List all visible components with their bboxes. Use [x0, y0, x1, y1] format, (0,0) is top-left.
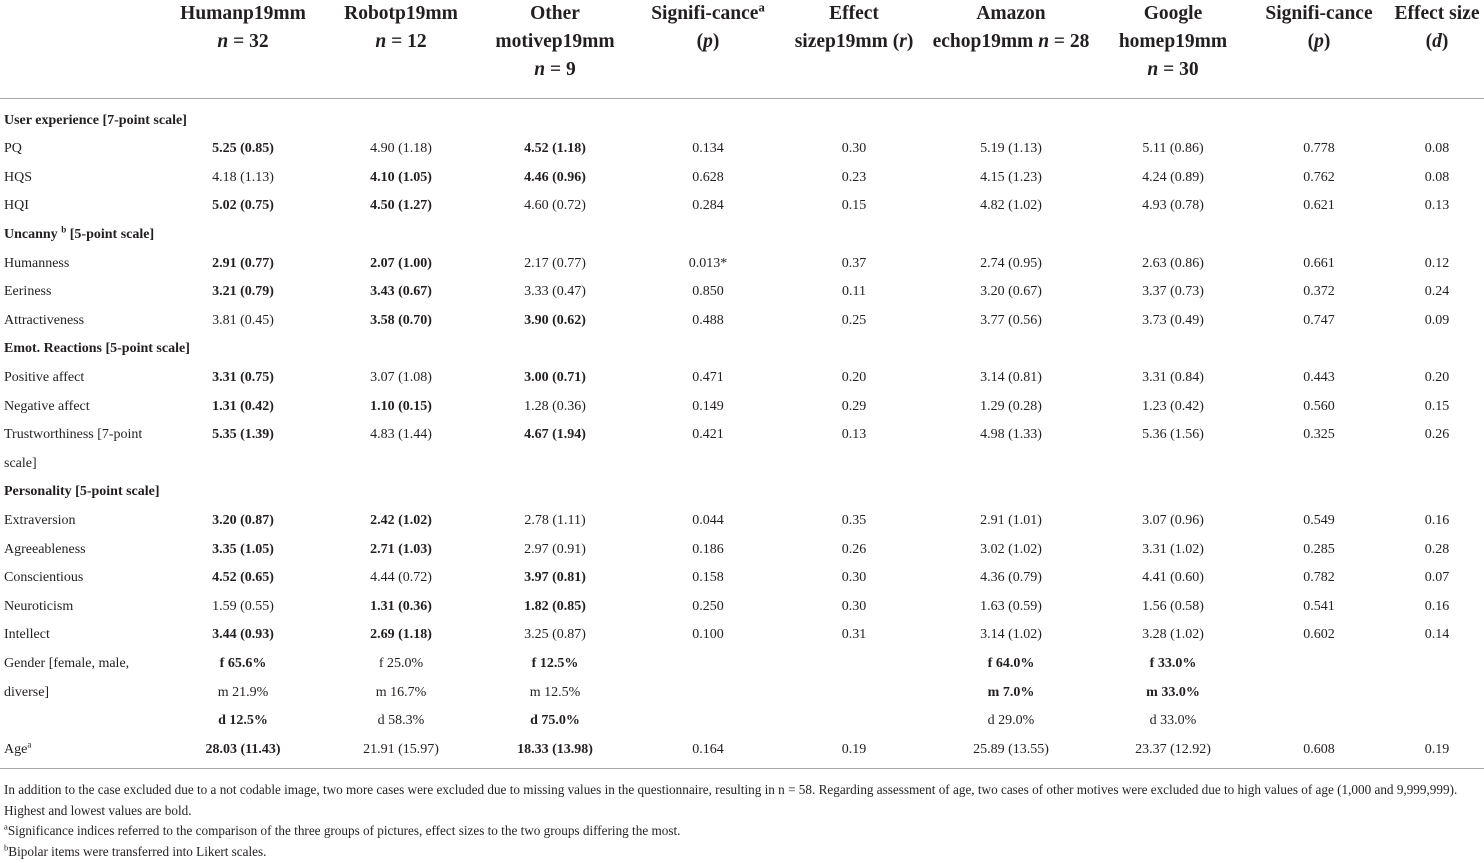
table-cell: 2.91 (1.01)	[980, 513, 1042, 529]
footnote-a-text: Significance indices referred to the comparison of the three groups of pictures, effect sizes to the two groups differing the most.	[7, 823, 681, 839]
table-cell: 2.91 (0.77)	[212, 255, 274, 271]
table-cell: 4.52 (0.65)	[212, 570, 274, 586]
section-label: User experience [7-point scale]	[4, 113, 187, 128]
column-header-sup: a	[758, 0, 765, 15]
table-cell: 0.23	[841, 169, 867, 185]
table-cell: 0.29	[841, 398, 867, 414]
table-cell: 1.31 (0.36)	[370, 598, 432, 614]
row-label	[0, 507, 162, 536]
table-cell: 3.35 (1.05)	[212, 541, 274, 557]
table-cell: 0.541	[1303, 598, 1335, 614]
row-label	[0, 450, 162, 479]
column-header-sub: n = 12	[375, 31, 427, 52]
row-label-text: Trustworthiness [7-point	[4, 427, 143, 443]
table-cell: m 12.5%	[529, 684, 581, 700]
table-cell: 0.15	[841, 198, 867, 214]
table-cell	[1390, 450, 1484, 479]
table-cell	[632, 678, 784, 707]
table-cell	[1248, 678, 1390, 707]
table-cell: 4.52 (1.18)	[524, 141, 586, 157]
table-cell: 0.661	[1303, 255, 1335, 271]
column-header	[1248, 0, 1390, 99]
table-cell	[784, 450, 924, 479]
table-cell: 0.443	[1303, 370, 1335, 386]
table-cell: 0.08	[1424, 141, 1450, 157]
row-label-text: HQS	[4, 169, 33, 185]
table-cell: 0.134	[692, 141, 724, 157]
row-label-text: Conscientious	[4, 570, 84, 586]
row-label	[0, 278, 162, 307]
row-label-sup: a	[27, 739, 32, 750]
table-cell: 5.36 (1.56)	[1142, 427, 1204, 443]
column-header	[478, 0, 632, 99]
table-cell: f 64.0%	[987, 655, 1035, 671]
table-cell: m 33.0%	[1146, 684, 1200, 700]
table-cell: 0.044	[692, 513, 724, 529]
table-cell	[1248, 707, 1390, 736]
footnote-main: In addition to the case excluded due to a not codable image, two more cases were excluded due to missing values in the questionnaire, resulting in n = 58. Regarding assessment of age, two cases of other motives were excluded due to high values of age (1,000 and 9,999,999). Highest and lowest values are bold.	[4, 782, 1458, 818]
row-label-text: Humanness	[4, 255, 70, 271]
table-cell: 3.31 (1.02)	[1142, 541, 1204, 557]
row-label-text: Age	[4, 741, 28, 757]
footnote-a-marker: a	[4, 821, 8, 832]
row-label	[0, 164, 162, 193]
table-cell: 0.08	[1424, 169, 1450, 185]
table-cell: d 75.0%	[530, 713, 580, 729]
table-cell: 0.186	[692, 541, 724, 557]
table-cell: 4.24 (0.89)	[1142, 169, 1204, 185]
table-cell	[784, 678, 924, 707]
table-cell: 3.20 (0.87)	[212, 513, 274, 529]
table-cell: 0.13	[1424, 198, 1450, 214]
table-cell: m 21.9%	[217, 684, 269, 700]
table-cell: 1.29 (0.28)	[980, 398, 1042, 414]
table-cell: 4.83 (1.44)	[370, 427, 432, 443]
table-row	[0, 278, 1484, 307]
table-cell: 0.26	[841, 541, 867, 557]
table-cell: f 33.0%	[1149, 655, 1197, 671]
table-cell: 3.31 (0.84)	[1142, 370, 1204, 386]
table-cell: 0.11	[842, 284, 866, 300]
table-cell: d 33.0%	[1149, 713, 1197, 729]
table-row	[0, 593, 1484, 622]
section-header-row	[0, 221, 1484, 250]
row-label	[0, 707, 162, 736]
row-label	[0, 392, 162, 421]
table-cell	[1390, 650, 1484, 679]
table-cell: 4.10 (1.05)	[370, 169, 432, 185]
column-header-sub: n = 32	[217, 31, 269, 52]
table-row	[0, 392, 1484, 421]
table-row	[0, 421, 1484, 450]
table-cell: 4.36 (0.79)	[980, 570, 1042, 586]
table-cell: 0.30	[841, 598, 867, 614]
table-cell: 4.46 (0.96)	[524, 169, 586, 185]
section-header-row	[0, 478, 1484, 507]
table-cell: 3.44 (0.93)	[212, 627, 274, 643]
table-cell: 2.71 (1.03)	[370, 541, 432, 557]
column-header	[162, 0, 324, 99]
table-cell: 0.372	[1303, 284, 1335, 300]
table-row	[0, 507, 1484, 536]
table-cell: 3.00 (0.71)	[524, 370, 586, 386]
column-header-title: Amazon echop19mm n = 28	[932, 3, 1090, 52]
table-cell: 0.285	[1303, 541, 1335, 557]
column-header-title: Robotp19mm	[344, 3, 458, 24]
table-cell: 2.17 (0.77)	[524, 255, 586, 271]
footnote-b	[4, 842, 1480, 863]
table-cell: 3.07 (1.08)	[370, 370, 432, 386]
table-cell: d 58.3%	[377, 713, 425, 729]
table-cell: 0.850	[692, 284, 724, 300]
column-header-title: Signifi-cance	[651, 3, 759, 24]
section-suffix: [5-point scale]	[66, 227, 155, 243]
column-header	[784, 0, 924, 99]
table-cell: 0.778	[1303, 141, 1335, 157]
table-cell: 3.20 (0.67)	[980, 284, 1042, 300]
row-label	[0, 364, 162, 393]
footnote-b-marker: b	[4, 842, 9, 853]
column-header-sub: (p)	[696, 31, 720, 52]
table-cell: 3.77 (0.56)	[980, 312, 1042, 328]
section-label: Personality [5-point scale]	[4, 484, 160, 500]
table-cell: 0.30	[841, 141, 867, 157]
table-cell	[1248, 450, 1390, 479]
column-header-title: Signifi-cance	[1265, 3, 1373, 24]
row-label-text: Extraversion	[4, 513, 76, 529]
table-row	[0, 564, 1484, 593]
table-cell: 4.41 (0.60)	[1142, 570, 1204, 586]
section-sup: b	[61, 224, 67, 235]
table-cell: 4.44 (0.72)	[370, 570, 432, 586]
table-cell: 0.35	[841, 513, 867, 529]
table-cell: 1.28 (0.36)	[524, 398, 586, 414]
table-cell: 0.782	[1303, 570, 1335, 586]
table-cell: 0.628	[692, 169, 724, 185]
column-header-title: Effect sizep19mm (r)	[794, 3, 914, 52]
table-cell: 3.25 (0.87)	[524, 627, 586, 643]
table-cell: 0.149	[692, 398, 724, 414]
table-cell: 0.325	[1303, 427, 1335, 443]
table-cell: 3.07 (0.96)	[1142, 513, 1204, 529]
table-cell: 0.26	[1424, 427, 1450, 443]
table-cell: 18.33 (13.98)	[478, 735, 632, 768]
table-cell: 0.471	[692, 370, 724, 386]
table-cell: 28.03 (11.43)	[162, 735, 324, 768]
table-cell: 4.50 (1.27)	[370, 198, 432, 214]
column-header-title: Humanp19mm	[180, 3, 306, 24]
table-cell: 5.25 (0.85)	[212, 141, 274, 157]
section-title	[0, 478, 1484, 507]
row-label-text: Gender [female, male,	[4, 655, 130, 671]
section-title	[0, 221, 1484, 250]
column-header-title: Google homep19mm	[1118, 3, 1228, 52]
table-row	[0, 364, 1484, 393]
table-footnotes	[4, 780, 1480, 862]
table-cell: 0.19	[784, 735, 924, 768]
table-cell: 1.63 (0.59)	[980, 598, 1042, 614]
column-header	[1390, 0, 1484, 99]
table-cell: m 16.7%	[375, 684, 427, 700]
table-cell: 0.09	[1424, 312, 1450, 328]
table-cell: 2.78 (1.11)	[524, 513, 586, 529]
section-header-row	[0, 99, 1484, 136]
table-cell	[632, 650, 784, 679]
table-cell: 2.63 (0.86)	[1142, 255, 1204, 271]
table-cell: 0.602	[1303, 627, 1335, 643]
table-cell: 0.20	[1424, 370, 1450, 386]
table-cell: 0.12	[1424, 255, 1450, 271]
table-cell: d 29.0%	[987, 713, 1035, 729]
table-cell	[784, 650, 924, 679]
table-cell: 0.14	[1424, 627, 1450, 643]
table-cell: f 65.6%	[219, 655, 267, 671]
table-cell: 0.30	[841, 570, 867, 586]
table-cell: m 7.0%	[987, 684, 1035, 700]
row-label-text: Negative affect	[4, 398, 90, 414]
column-header-title: Effect size (d)	[1394, 3, 1480, 52]
section-label: Uncanny	[4, 227, 58, 243]
table-cell: 1.23 (0.42)	[1142, 398, 1204, 414]
row-label-text: PQ	[4, 141, 22, 157]
table-cell: f 25.0%	[378, 655, 424, 671]
table-cell	[632, 450, 784, 479]
table-cell: 3.31 (0.75)	[212, 370, 274, 386]
table-cell: 0.31	[841, 627, 867, 643]
row-label	[0, 593, 162, 622]
row-label-text: Attractiveness	[4, 312, 85, 328]
table-cell: 0.158	[692, 570, 724, 586]
table-cell: 3.14 (1.02)	[980, 627, 1042, 643]
table-cell: 1.10 (0.15)	[370, 398, 432, 414]
table-cell: 23.37 (12.92)	[1098, 735, 1248, 768]
table-cell: 2.42 (1.02)	[370, 513, 432, 529]
table-cell: 0.608	[1248, 735, 1390, 768]
table-cell: 3.90 (0.62)	[524, 312, 586, 328]
column-header	[1098, 0, 1248, 99]
column-header-sub: n = 30	[1147, 59, 1199, 80]
table-cell: 4.98 (1.33)	[980, 427, 1042, 443]
table-cell: 0.16	[1424, 598, 1450, 614]
table-cell: 0.421	[692, 427, 724, 443]
table-row	[0, 650, 1484, 679]
table-cell	[632, 707, 784, 736]
table-cell: 0.25	[841, 312, 867, 328]
table-cell: 0.013*	[688, 255, 728, 271]
column-header-title: Other motivep19mm	[495, 3, 615, 52]
table-row	[0, 707, 1484, 736]
row-label-text: Positive affect	[4, 370, 85, 386]
row-label-text: scale]	[4, 455, 37, 471]
row-label	[0, 135, 162, 164]
table-cell: 4.18 (1.13)	[212, 169, 274, 185]
table-header-row	[0, 0, 1484, 99]
table-cell: 5.35 (1.39)	[212, 427, 274, 443]
row-label	[0, 535, 162, 564]
row-label-text: Agreeableness	[4, 541, 86, 557]
table-cell: 4.90 (1.18)	[370, 141, 432, 157]
section-title	[0, 335, 1484, 364]
table-row	[0, 735, 1484, 768]
table-cell	[1098, 450, 1248, 479]
table-cell: 0.24	[1424, 284, 1450, 300]
row-label	[0, 735, 162, 768]
table-cell: 3.73 (0.49)	[1142, 312, 1204, 328]
table-row	[0, 249, 1484, 278]
table-cell: 0.07	[1424, 570, 1450, 586]
table-cell: 3.28 (1.02)	[1142, 627, 1204, 643]
table-cell: 2.74 (0.95)	[980, 255, 1042, 271]
table-cell: 0.560	[1303, 398, 1335, 414]
table-cell: 5.19 (1.13)	[980, 141, 1042, 157]
table-cell: 2.97 (0.91)	[524, 541, 586, 557]
row-label	[0, 564, 162, 593]
table-cell: 1.82 (0.85)	[524, 598, 586, 614]
column-header	[0, 0, 162, 99]
table-cell: 1.31 (0.42)	[212, 398, 274, 414]
row-label-text: Intellect	[4, 627, 50, 643]
row-label	[0, 249, 162, 278]
table-cell: 0.621	[1303, 198, 1335, 214]
table-row	[0, 450, 1484, 479]
table-row	[0, 621, 1484, 650]
table-cell: f 12.5%	[531, 655, 579, 671]
table-row	[0, 678, 1484, 707]
table-cell: 0.19	[1390, 735, 1484, 768]
section-title	[0, 99, 1484, 136]
table-cell: 4.82 (1.02)	[980, 198, 1042, 214]
table-cell: 3.33 (0.47)	[524, 284, 586, 300]
row-label	[0, 421, 162, 450]
table-cell: 5.02 (0.75)	[212, 198, 274, 214]
table-row	[0, 164, 1484, 193]
row-label-text: Neuroticism	[4, 598, 74, 614]
table-cell: 3.97 (0.81)	[524, 570, 586, 586]
table-cell: 0.747	[1303, 312, 1335, 328]
column-header-sub: n = 9	[534, 59, 576, 80]
table-cell: 21.91 (15.97)	[324, 735, 478, 768]
section-label: Emot. Reactions [5-point scale]	[4, 341, 190, 357]
table-row	[0, 135, 1484, 164]
table-cell	[924, 450, 1098, 479]
footnote-a	[4, 821, 1480, 842]
table-body	[0, 99, 1484, 769]
table-row	[0, 307, 1484, 336]
table-row	[0, 535, 1484, 564]
row-label	[0, 621, 162, 650]
section-header-row	[0, 335, 1484, 364]
table-cell: 0.20	[841, 370, 867, 386]
table-cell: 0.164	[632, 735, 784, 768]
table-cell	[1390, 707, 1484, 736]
table-cell: 0.15	[1424, 398, 1450, 414]
footnote-b-text: Bipolar items were transferred into Likert scales.	[8, 843, 267, 859]
table-cell: 3.58 (0.70)	[370, 312, 432, 328]
table-cell: 0.549	[1303, 513, 1335, 529]
table-cell	[478, 450, 632, 479]
table-cell: 3.81 (0.45)	[212, 312, 274, 328]
table-cell: 0.16	[1424, 513, 1450, 529]
table-cell: 3.21 (0.79)	[212, 284, 274, 300]
table-cell: 5.11 (0.86)	[1142, 141, 1204, 157]
table-cell: d 12.5%	[218, 713, 268, 729]
row-label	[0, 650, 162, 679]
row-label	[0, 307, 162, 336]
column-header	[924, 0, 1098, 99]
table-row	[0, 192, 1484, 221]
row-label	[0, 192, 162, 221]
table-cell: 3.43 (0.67)	[370, 284, 432, 300]
table-cell	[324, 450, 478, 479]
table-cell: 0.13	[841, 427, 867, 443]
table-cell	[1390, 678, 1484, 707]
table-cell: 3.02 (1.02)	[980, 541, 1042, 557]
table-cell: 0.488	[692, 312, 724, 328]
table-cell: 1.56 (0.58)	[1142, 598, 1204, 614]
table-cell: 4.67 (1.94)	[524, 427, 586, 443]
table-cell: 25.89 (13.55)	[924, 735, 1098, 768]
row-label-text: HQI	[4, 198, 29, 214]
table-cell	[162, 450, 324, 479]
table-cell: 2.07 (1.00)	[370, 255, 432, 271]
table-cell: 3.14 (0.81)	[980, 370, 1042, 386]
row-label-text: Eeriness	[4, 284, 52, 300]
table-cell: 0.100	[692, 627, 724, 643]
table-cell: 3.37 (0.73)	[1142, 284, 1204, 300]
row-label-text: diverse]	[4, 684, 50, 700]
table-cell: 4.93 (0.78)	[1142, 198, 1204, 214]
row-label	[0, 678, 162, 707]
table-cell: 0.37	[841, 255, 867, 271]
table-cell: 1.59 (0.55)	[212, 598, 274, 614]
table-cell: 0.250	[692, 598, 724, 614]
table-cell: 0.284	[692, 198, 724, 214]
table-cell: 0.762	[1303, 169, 1335, 185]
column-header-sub: (p)	[1307, 31, 1331, 52]
column-header	[324, 0, 478, 99]
table-cell: 2.69 (1.18)	[370, 627, 432, 643]
table-cell	[784, 707, 924, 736]
table-cell: 0.28	[1424, 541, 1450, 557]
table-cell	[1248, 650, 1390, 679]
table-cell: 4.60 (0.72)	[524, 198, 586, 214]
column-header	[632, 0, 784, 99]
table-cell: 4.15 (1.23)	[980, 169, 1042, 185]
